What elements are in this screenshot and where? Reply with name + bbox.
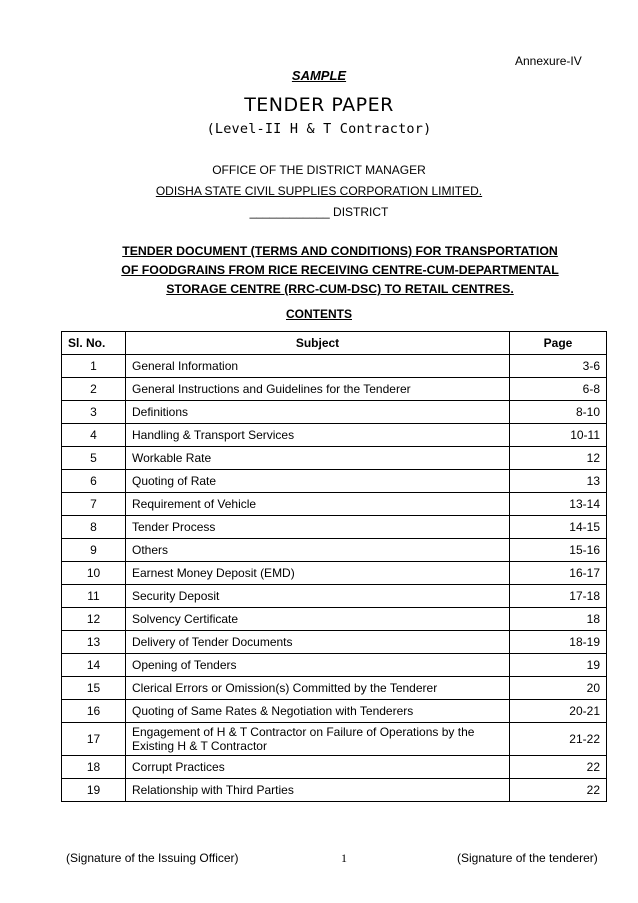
row-subject: Clerical Errors or Omission(s) Committed by the Tenderer — [126, 677, 510, 700]
heading-line-3: STORAGE CENTRE (RRC-CUM-DSC) TO RETAIL CENTRES. — [166, 282, 514, 296]
row-page: 14-15 — [510, 516, 607, 539]
row-sl-no: 15 — [62, 677, 126, 700]
row-sl-no: 19 — [62, 779, 126, 802]
row-subject: Workable Rate — [126, 447, 510, 470]
row-subject: Opening of Tenders — [126, 654, 510, 677]
table-row — [62, 401, 607, 424]
table-row — [62, 677, 607, 700]
table-row — [62, 447, 607, 470]
row-page: 22 — [510, 756, 607, 779]
row-subject: Security Deposit — [126, 585, 510, 608]
row-page: 22 — [510, 779, 607, 802]
row-page: 20 — [510, 677, 607, 700]
issuing-officer-signature-label: (Signature of the Issuing Officer) — [66, 851, 239, 865]
table-row — [62, 424, 607, 447]
table-row — [62, 756, 607, 779]
row-page: 16-17 — [510, 562, 607, 585]
document-subtitle: (Level-II H & T Contractor) — [206, 121, 432, 137]
column-header-subject: Subject — [126, 332, 510, 355]
row-sl-no: 14 — [62, 654, 126, 677]
row-page: 20-21 — [510, 700, 607, 723]
district-line: ____________ DISTRICT — [249, 205, 389, 219]
row-page: 13-14 — [510, 493, 607, 516]
row-subject: Earnest Money Deposit (EMD) — [126, 562, 510, 585]
row-page: 12 — [510, 447, 607, 470]
document-title: TENDER PAPER — [244, 94, 394, 116]
annexure-label: Annexure-IV — [515, 54, 582, 68]
row-sl-no: 1 — [62, 355, 126, 378]
table-row — [62, 608, 607, 631]
row-sl-no: 17 — [62, 723, 126, 756]
heading-line-1: TENDER DOCUMENT (TERMS AND CONDITIONS) FOR TRANSPORTATION — [122, 244, 558, 258]
row-sl-no: 3 — [62, 401, 126, 424]
row-subject: Others — [126, 539, 510, 562]
row-subject: Quoting of Same Rates & Negotiation with Tenderers — [126, 700, 510, 723]
document-heading — [60, 242, 620, 299]
row-sl-no: 13 — [62, 631, 126, 654]
table-row — [62, 700, 607, 723]
table-row — [62, 470, 607, 493]
contents-title: CONTENTS — [286, 307, 352, 321]
row-sl-no: 10 — [62, 562, 126, 585]
row-page: 19 — [510, 654, 607, 677]
row-subject: Corrupt Practices — [126, 756, 510, 779]
table-header-row — [62, 332, 607, 355]
column-header-page: Page — [510, 332, 607, 355]
row-page: 17-18 — [510, 585, 607, 608]
row-subject: Quoting of Rate — [126, 470, 510, 493]
table-row — [62, 723, 607, 756]
row-page: 21-22 — [510, 723, 607, 756]
table-row — [62, 779, 607, 802]
row-subject: Requirement of Vehicle — [126, 493, 510, 516]
row-subject: Delivery of Tender Documents — [126, 631, 510, 654]
table-row — [62, 654, 607, 677]
row-sl-no: 16 — [62, 700, 126, 723]
row-subject: Definitions — [126, 401, 510, 424]
row-sl-no: 2 — [62, 378, 126, 401]
row-sl-no: 4 — [62, 424, 126, 447]
row-sl-no: 11 — [62, 585, 126, 608]
row-page: 18-19 — [510, 631, 607, 654]
row-sl-no: 5 — [62, 447, 126, 470]
row-page: 18 — [510, 608, 607, 631]
row-sl-no: 7 — [62, 493, 126, 516]
row-sl-no: 12 — [62, 608, 126, 631]
row-page: 15-16 — [510, 539, 607, 562]
table-row — [62, 631, 607, 654]
row-page: 8-10 — [510, 401, 607, 424]
row-subject: Tender Process — [126, 516, 510, 539]
row-page: 3-6 — [510, 355, 607, 378]
row-subject: General Instructions and Guidelines for the Tenderer — [126, 378, 510, 401]
row-sl-no: 18 — [62, 756, 126, 779]
row-sl-no: 8 — [62, 516, 126, 539]
contents-table — [61, 331, 607, 802]
table-row — [62, 539, 607, 562]
table-row — [62, 585, 607, 608]
page-number: 1 — [341, 851, 347, 865]
row-sl-no: 6 — [62, 470, 126, 493]
tenderer-signature-label: (Signature of the tenderer) — [457, 851, 598, 865]
heading-line-2: OF FOODGRAINS FROM RICE RECEIVING CENTRE-CUM-DEPARTMENTAL — [121, 263, 559, 277]
sample-label: SAMPLE — [291, 68, 347, 83]
row-subject: Solvency Certificate — [126, 608, 510, 631]
table-row — [62, 378, 607, 401]
table-row — [62, 562, 607, 585]
row-subject: Handling & Transport Services — [126, 424, 510, 447]
table-row — [62, 355, 607, 378]
row-subject: General Information — [126, 355, 510, 378]
table-row — [62, 493, 607, 516]
row-subject: Engagement of H & T Contractor on Failure of Operations by the Existing H & T Contractor — [126, 723, 510, 756]
row-sl-no: 9 — [62, 539, 126, 562]
table-row — [62, 516, 607, 539]
row-page: 6-8 — [510, 378, 607, 401]
corporation-line: ODISHA STATE CIVIL SUPPLIES CORPORATION LIMITED. — [155, 184, 483, 198]
office-line: OFFICE OF THE DISTRICT MANAGER — [212, 163, 426, 177]
row-subject: Relationship with Third Parties — [126, 779, 510, 802]
column-header-sl-no: Sl. No. — [62, 332, 126, 355]
row-page: 10-11 — [510, 424, 607, 447]
row-page: 13 — [510, 470, 607, 493]
